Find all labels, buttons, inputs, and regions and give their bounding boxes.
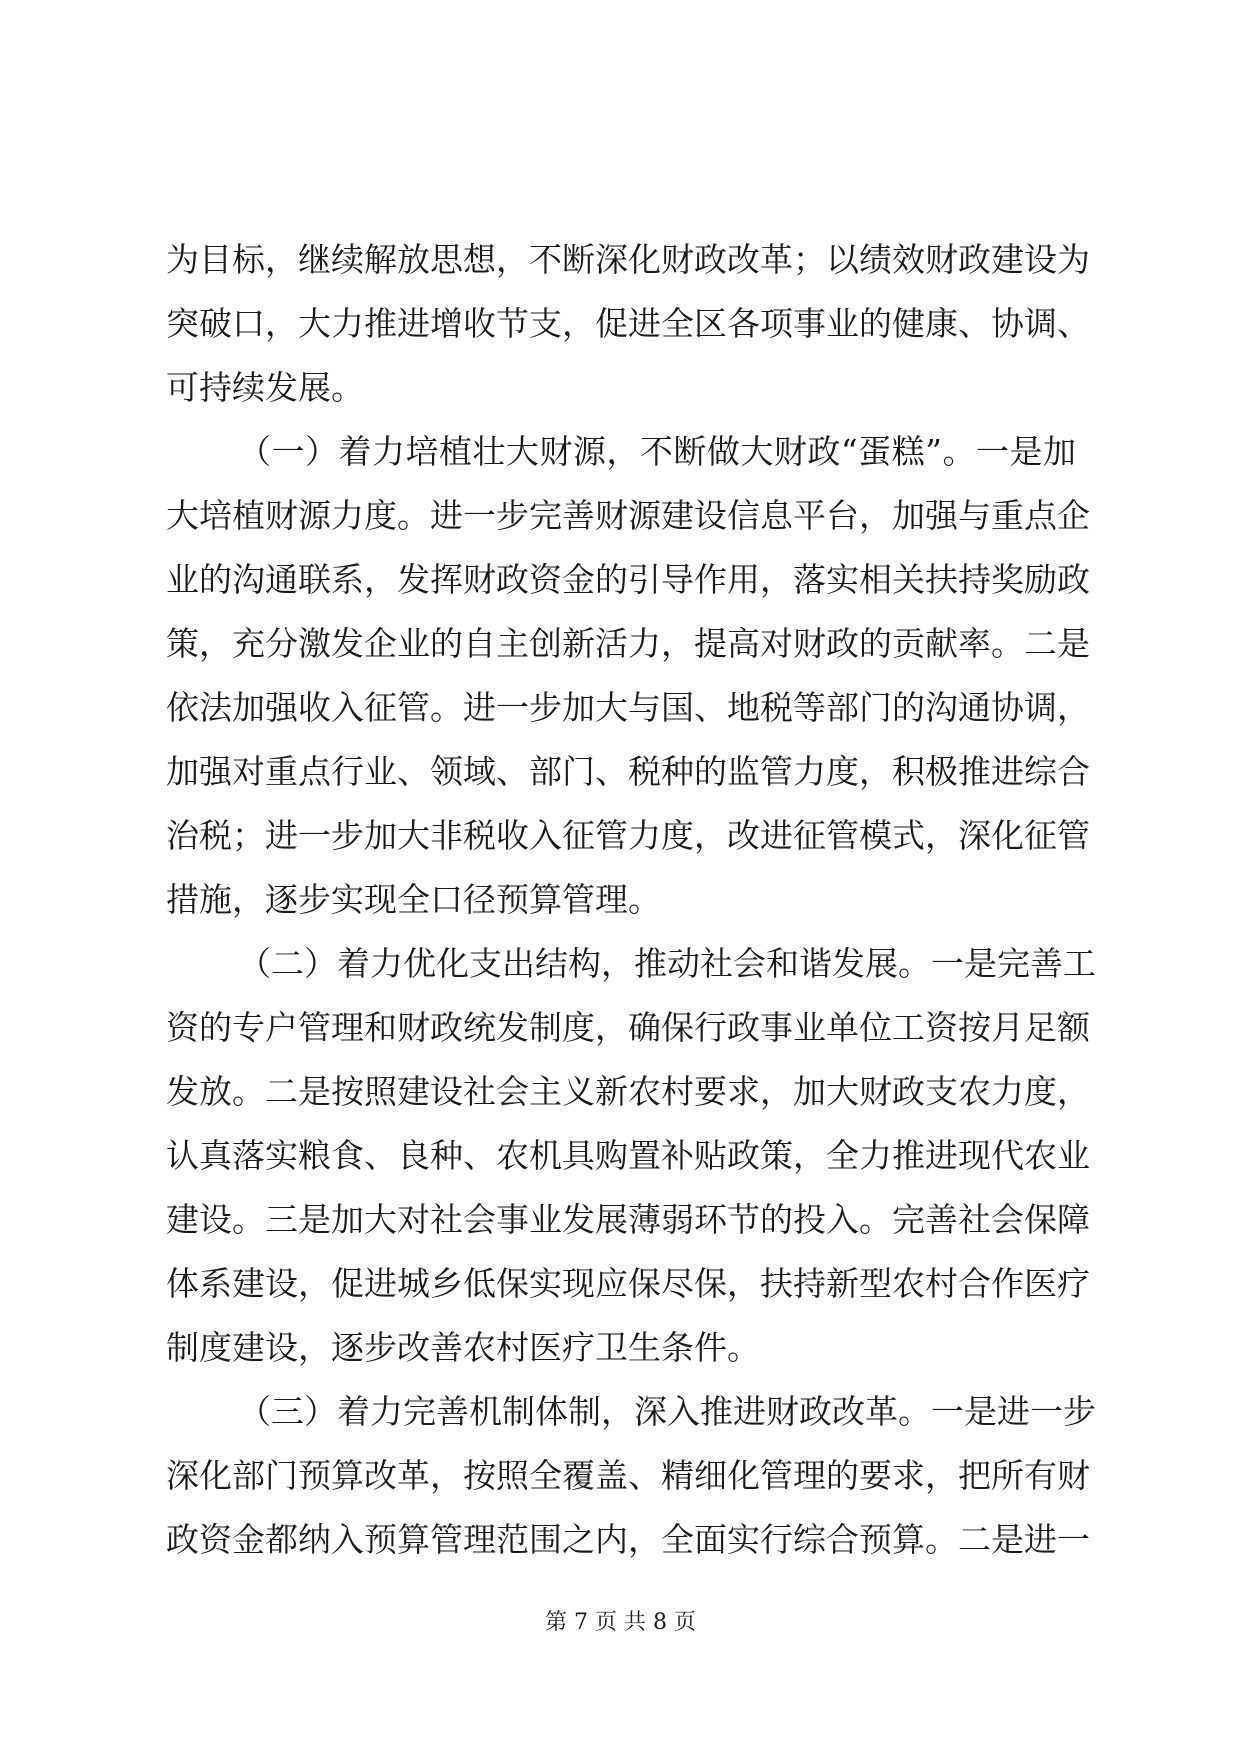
paragraph-2 (166, 420, 1090, 932)
text-line: 业的沟通联系，发挥财政资金的引导作用，落实相关扶持奖励政 (166, 560, 1090, 599)
text-line: 发放。二是按照建设社会主义新农村要求，加大财政支农力度， (166, 1072, 1090, 1111)
paragraph-3 (166, 932, 1096, 1380)
text-line: 资的专户管理和财政统发制度，确保行政事业单位工资按月足额 (166, 1008, 1090, 1047)
text-line: 加强对重点行业、领域、部门、税种的监管力度，积极推进综合 (166, 752, 1090, 791)
paragraph-4 (166, 1380, 1096, 1572)
text-line: 认真落实粮食、良种、农机具购置补贴政策，全力推进现代农业 (166, 1136, 1090, 1175)
document-body (166, 228, 1096, 1572)
page-footer: 第 7 页 共 8 页 (545, 1610, 696, 1635)
text-line: 突破口，大力推进增收节支，促进全区各项事业的健康、协调、 (166, 304, 1090, 343)
text-line: 依法加强收入征管。进一步加大与国、地税等部门的沟通协调， (166, 688, 1090, 727)
text-line: （一）着力培植壮大财源，不断做大财政“蛋糕”。一是加 (238, 432, 1076, 471)
text-line: 为目标，继续解放思想，不断深化财政改革；以绩效财政建设为 (166, 240, 1090, 279)
text-line: 措施，逐步实现全口径预算管理。 (166, 880, 661, 919)
text-line: 可持续发展。 (166, 368, 364, 407)
text-line: （三）着力完善机制体制，深入推进财政改革。一是进一步 (238, 1392, 1096, 1431)
paragraph-1 (166, 228, 1090, 420)
text-line: 治税；进一步加大非税收入征管力度，改进征管模式，深化征管 (166, 816, 1090, 855)
text-line: （二）着力优化支出结构，推动社会和谐发展。一是完善工 (238, 944, 1096, 983)
text-line: 深化部门预算改革，按照全覆盖、精细化管理的要求，把所有财 (166, 1456, 1090, 1495)
text-line: 建设。三是加大对社会事业发展薄弱环节的投入。完善社会保障 (166, 1200, 1090, 1239)
text-line: 体系建设，促进城乡低保实现应保尽保，扶持新型农村合作医疗 (166, 1264, 1090, 1303)
text-line: 大培植财源力度。进一步完善财源建设信息平台，加强与重点企 (166, 496, 1090, 535)
text-line: 政资金都纳入预算管理范围之内，全面实行综合预算。二是进一 (166, 1520, 1090, 1559)
text-line: 制度建设，逐步改善农村医疗卫生条件。 (166, 1328, 760, 1367)
text-line: 策，充分激发企业的自主创新活力，提高对财政的贡献率。二是 (166, 624, 1090, 663)
